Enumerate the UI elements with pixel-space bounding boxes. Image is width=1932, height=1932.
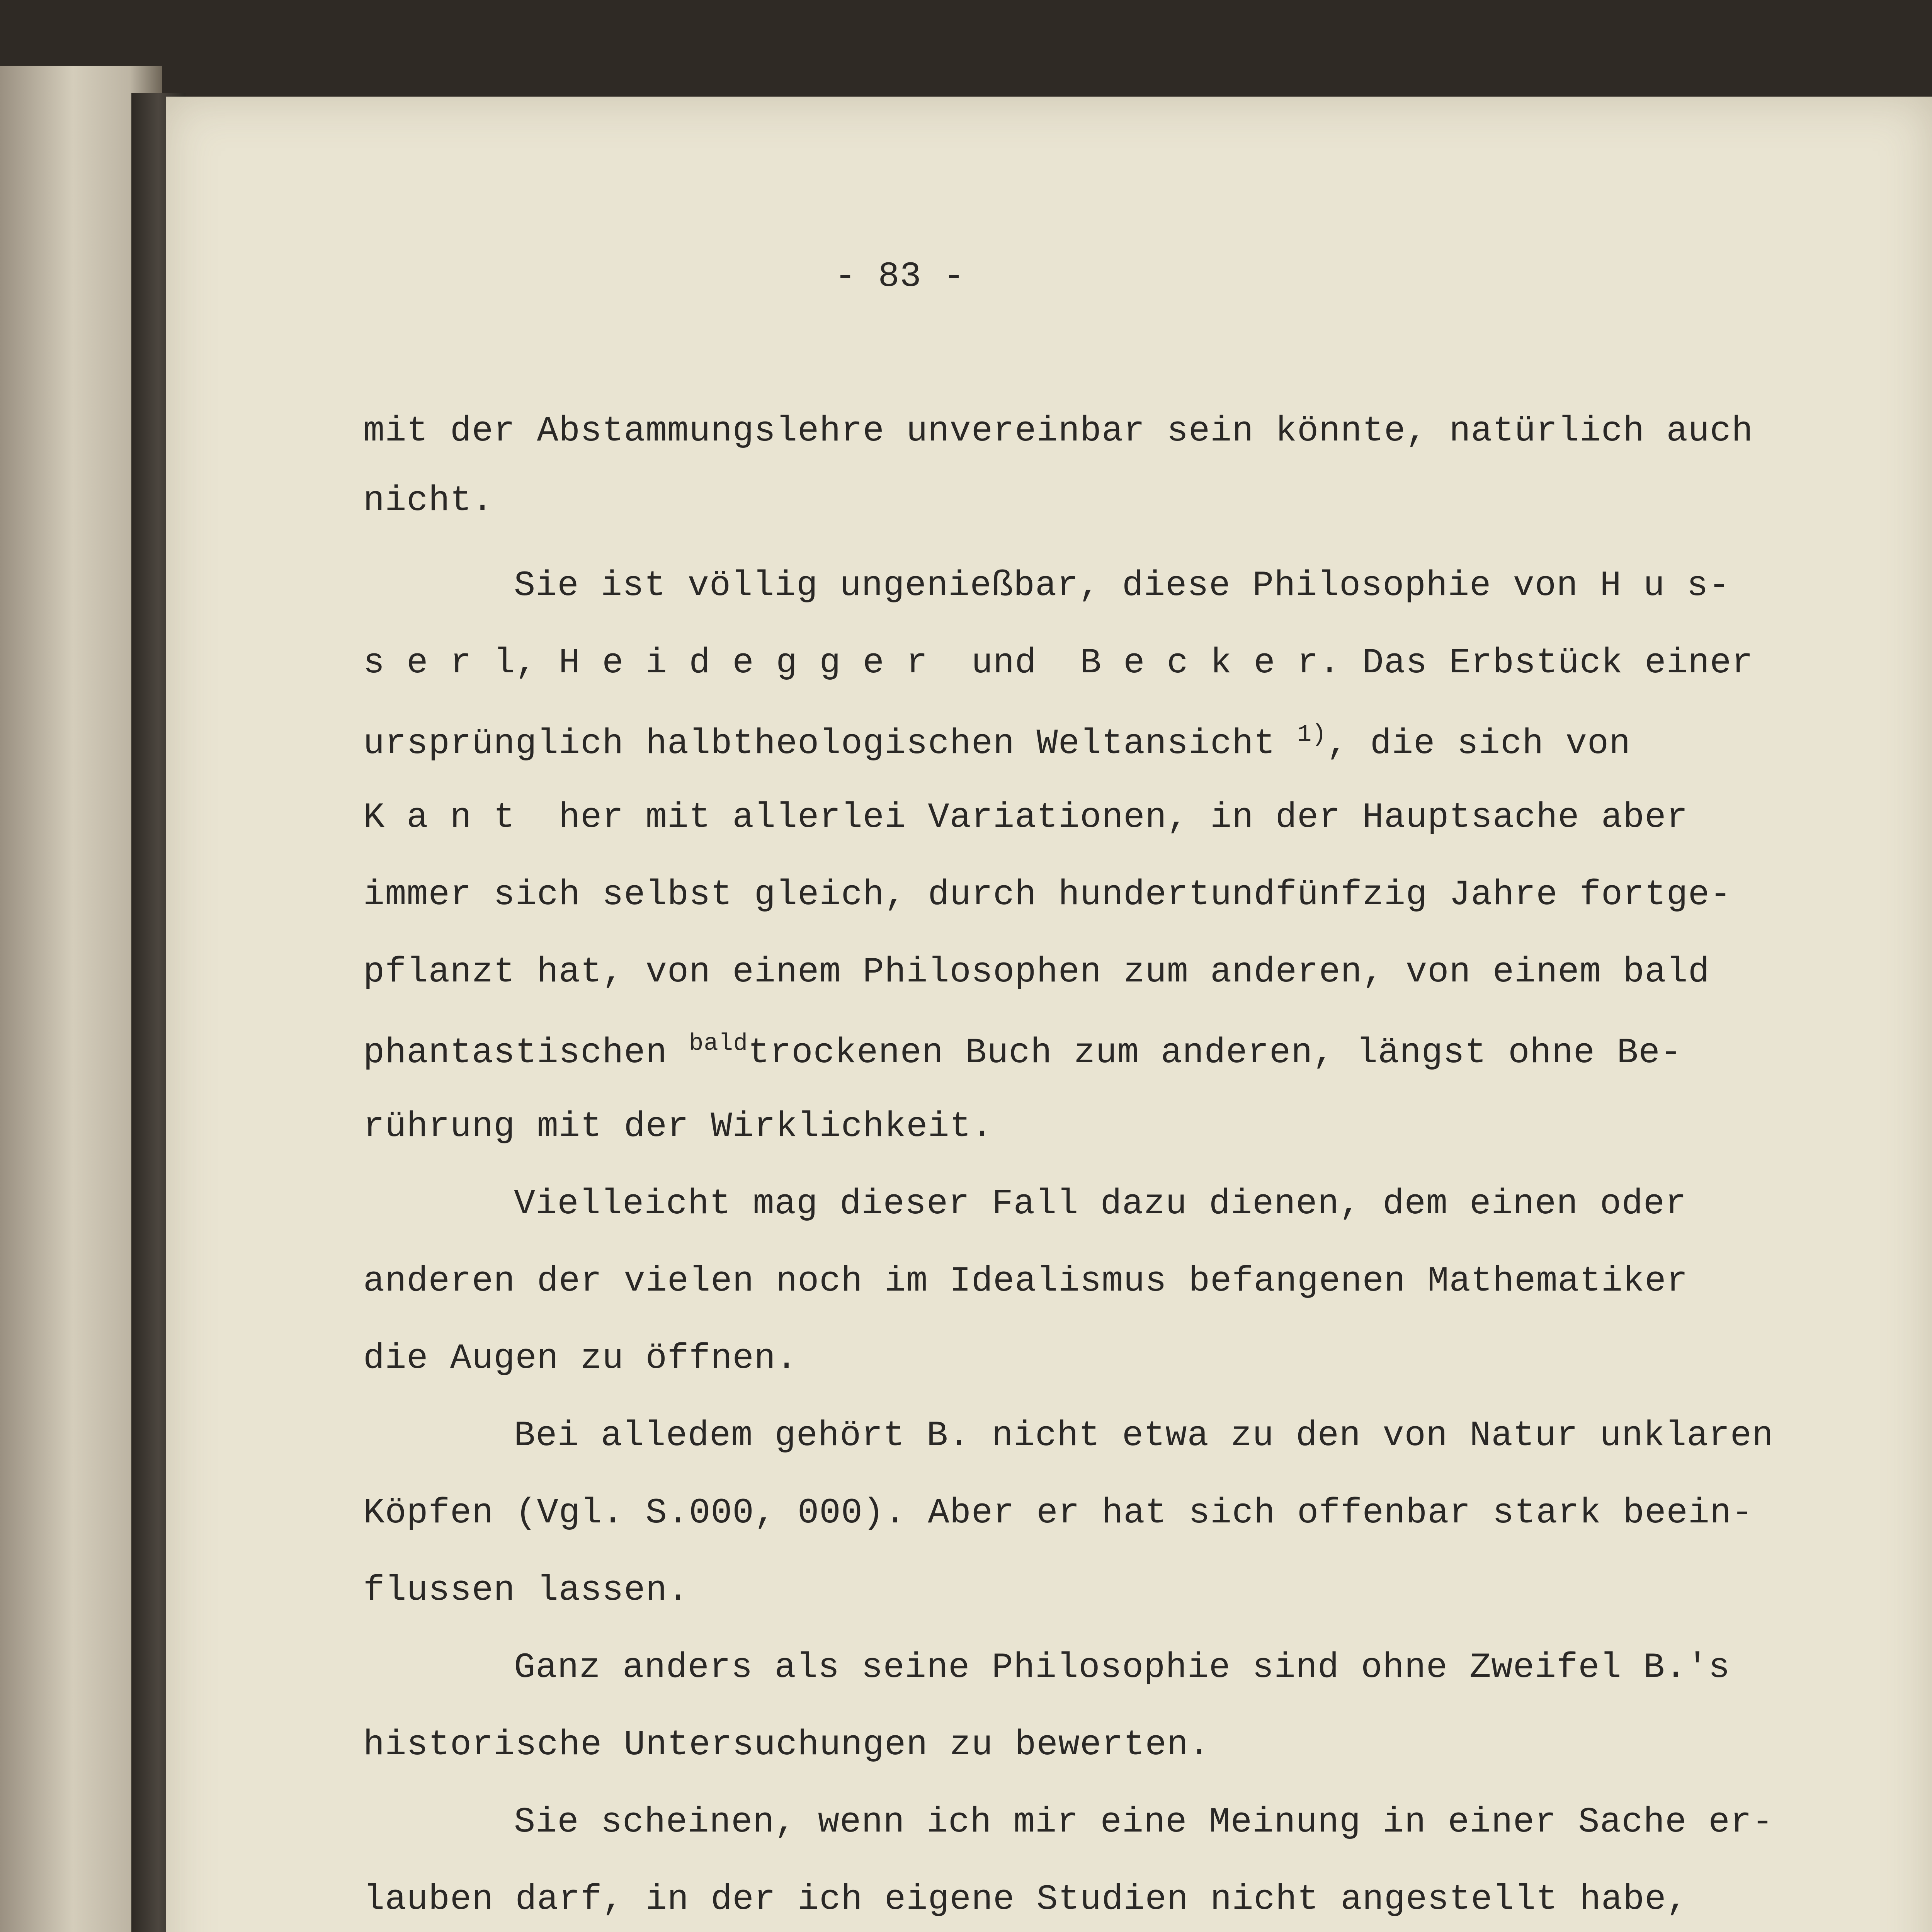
page-number: - 83 - — [835, 256, 965, 297]
body-line-6: K a n t her mit allerlei Variationen, in der Hauptsache aber — [363, 797, 1688, 838]
body-line-14: Bei alledem gehört B. nicht etwa zu den von Natur unklaren — [514, 1415, 1774, 1456]
body-line-5-end: , die sich von — [1327, 723, 1631, 764]
body-line-8: pflanzt hat, von einem Philosophen zum anderen, von einem bald — [363, 952, 1710, 992]
body-line-3: Sie ist völlig ungenießbar, diese Philosophie von H u s- — [514, 565, 1730, 606]
body-line-20: lauben darf, in der ich eigene Studien nicht angestellt habe, — [363, 1879, 1688, 1920]
body-line-9-text: phantastischen — [363, 1032, 667, 1073]
footnote-ref-1: 1) — [1297, 721, 1327, 748]
body-line-4: s e r l, H e i d e g g e r und B e c k e r. Das Erbstück einer — [363, 643, 1753, 683]
body-line-19: Sie scheinen, wenn ich mir eine Meinung in einer Sache er- — [514, 1802, 1774, 1842]
body-line-11: Vielleicht mag dieser Fall dazu dienen, dem einen oder — [514, 1184, 1687, 1224]
body-line-13: die Augen zu öffnen. — [363, 1338, 798, 1379]
body-line-2: nicht. — [363, 480, 494, 521]
body-line-17: Ganz anders als seine Philosophie sind ohne Zweifel B.'s — [514, 1647, 1730, 1688]
body-line-15: Köpfen (Vgl. S.000, 000). Aber er hat sich offenbar stark beein- — [363, 1493, 1753, 1533]
body-line-12: anderen der vielen noch im Idealismus befangenen Mathematiker — [363, 1261, 1688, 1301]
body-line-5 — [363, 723, 1631, 762]
body-line-9-end: trockenen Buch zum anderen, längst ohne Be- — [748, 1032, 1682, 1073]
body-line-10: rührung mit der Wirklichkeit. — [363, 1106, 993, 1147]
body-line-9 — [363, 1032, 1682, 1071]
body-line-7: immer sich selbst gleich, durch hundertundfünfzig Jahre fortge- — [363, 874, 1732, 915]
body-line-16: flussen lassen. — [363, 1570, 689, 1611]
body-line-5-text: ursprünglich halbtheologischen Weltansicht — [363, 723, 1276, 764]
handwritten-insert-bald: bald — [689, 1030, 748, 1057]
body-line-1: mit der Abstammungslehre unvereinbar sein könnte, natürlich auch — [363, 411, 1753, 451]
body-line-18: historische Untersuchungen zu bewerten. — [363, 1725, 1211, 1765]
